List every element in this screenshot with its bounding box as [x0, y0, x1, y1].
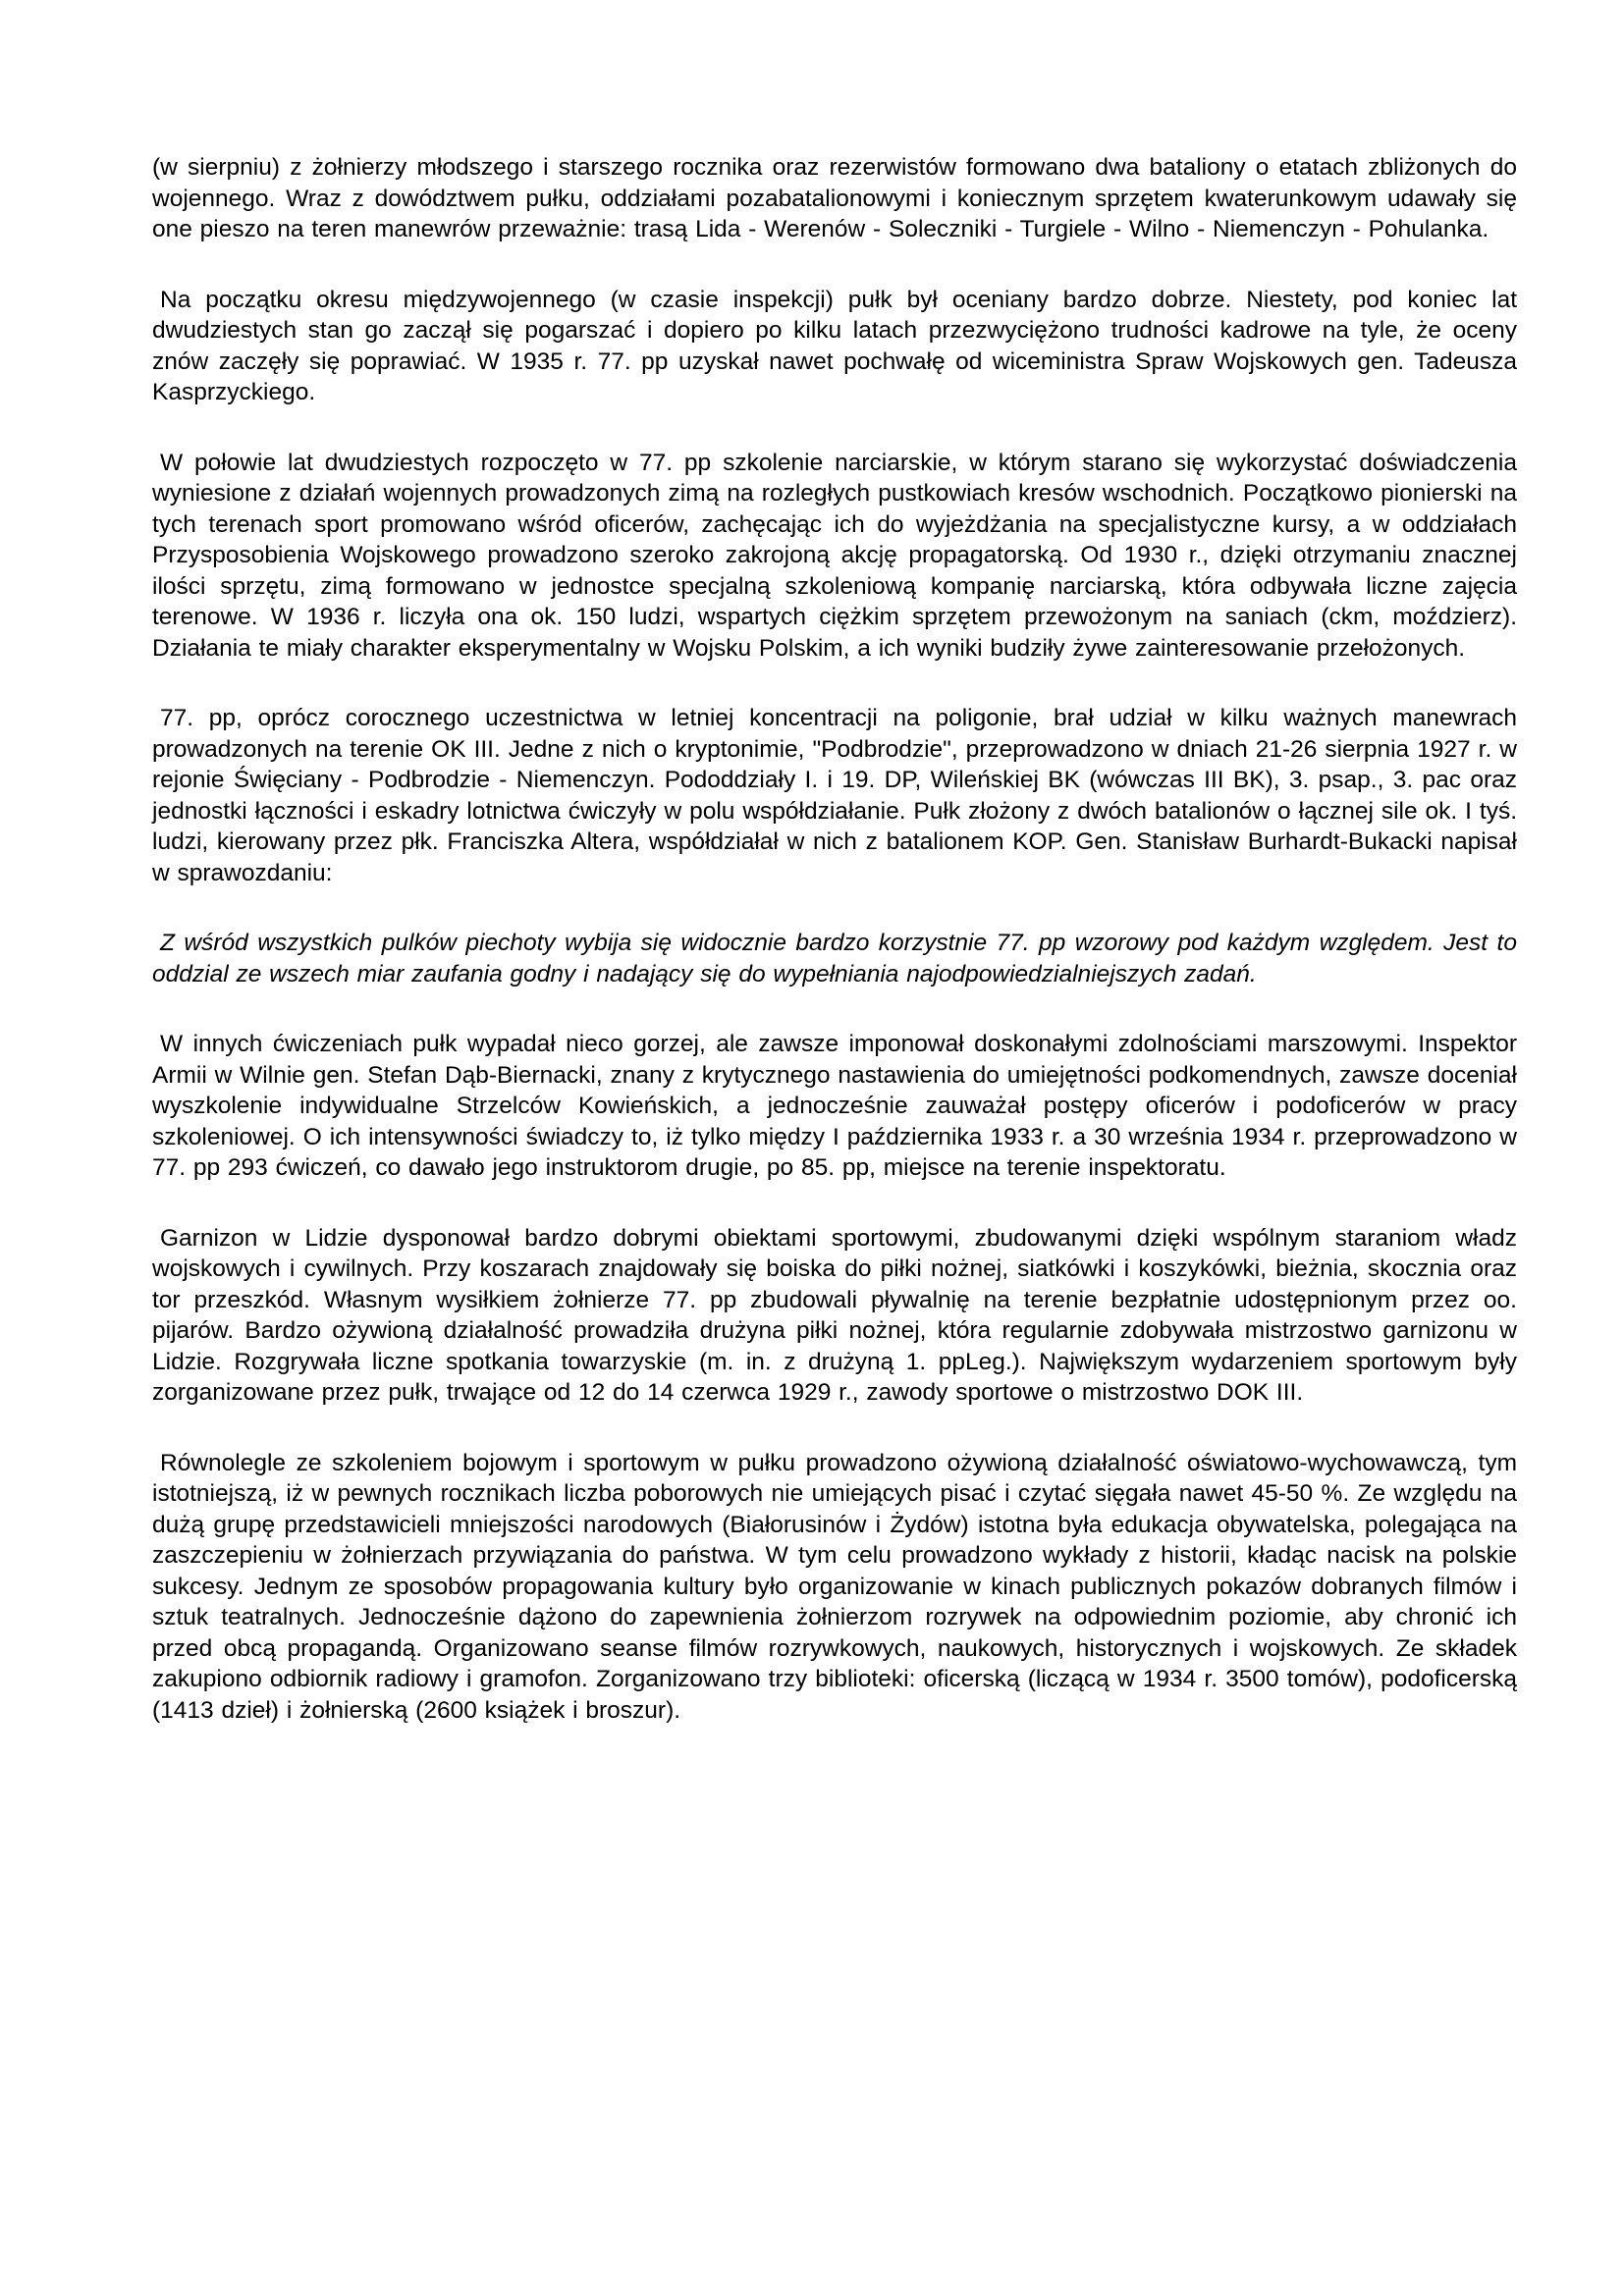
paragraph: (w sierpniu) z żołnierzy młodszego i starszego rocznika oraz rezerwistów formowano dwa bataliony o etatach zbliżonych do wojennego. Wraz z dowództwem pułku, oddziałami pozabatalionowymi i koniecznym sprzętem kwaterunkowym udawały się one pieszo na teren manewrów przeważnie: trasą Lida - Werenów - Soleczniki - Turgiele - Wilno - Niemenczyn - Pohulanka.: [152, 154, 1517, 242]
paragraph: W innych ćwiczeniach pułk wypadał nieco gorzej, ale zawsze imponował doskonałymi zdolnościami marszowymi. Inspektor Armii w Wilnie gen. Stefan Dąb-Biernacki, znany z krytycznego nastawienia do umiejętności podkomendnych, zawsze doceniał wyszkolenie indywidualne Strzelców Kowieńskich, a jednocześnie zauważał postępy oficerów i podoficerów w pracy szkoleniowej. O ich intensywności świadczy to, iż tylko między I października 1933 r. a 30 września 1934 r. przeprowadzono w 77. pp 293 ćwiczeń, co dawało jego instruktorom drugie, po 85. pp, miejsce na terenie inspektoratu.: [152, 1031, 1517, 1181]
paragraph: Garnizon w Lidzie dysponował bardzo dobrymi obiektami sportowymi, zbudowanymi dzięki wspólnym staraniom władz wojskowych i cywilnych. Przy koszarach znajdowały się boiska do piłki nożnej, siatkówki i koszykówki, bieżnia, skocznia oraz tor przeszkód. Własnym wysiłkiem żołnierze 77. pp zbudowali pływalnię na terenie bezpłatnie udostępnionym przez oo. pijarów. Bardzo ożywioną działalność prowadziła drużyna piłki nożnej, która regularnie zdobywała mistrzostwo garnizonu w Lidzie. Rozgrywała liczne spotkania towarzyskie (m. in. z drużyną 1. ppLeg.). Największym wydarzeniem sportowym były zorganizowane przez pułk, trwające od 12 do 14 czerwca 1929 r., zawody sportowe o mistrzostwo DOK III.: [152, 1224, 1517, 1406]
paragraph: W połowie lat dwudziestych rozpoczęto w 77. pp szkolenie narciarskie, w którym starano się wykorzystać doświadczenia wyniesione z działań wojennych prowadzonych zimą na rozległych pustkowiach kresów wschodnich. Początkowo pionierski na tych terenach sport promowano wśród oficerów, zachęcając ich do wyjeżdżania na specjalistyczne kursy, a w oddziałach Przysposobienia Wojskowego prowadzono szeroko zakrojoną akcję propagatorską. Od 1930 r., dzięki otrzymaniu znacznej ilości sprzętu, zimą formowano w jednostce specjalną szkoleniową kompanię narciarską, która odbywała liczne zajęcia terenowe. W 1936 r. liczyła ona ok. 150 ludzi, wspartych ciężkim sprzętem przewożonym na saniach (ckm, moździerz). Działania te miały charakter eksperymentalny w Wojsku Polskim, a ich wyniki budziły żywe zainteresowanie przełożonych.: [152, 449, 1517, 662]
paragraph: Równolegle ze szkoleniem bojowym i sportowym w pułku prowadzono ożywioną działalność oświatowo-wychowawczą, tym istotniejszą, iż w pewnych rocznikach liczba poborowych nie umiejących pisać i czytać sięgała nawet 45-50 %. Ze względu na dużą grupę przedstawicieli mniejszości narodowych (Białorusinów i Żydów) istotna była edukacja obywatelska, polegająca na zaszczepieniu w żołnierzach przywiązania do państwa. W tym celu prowadzono wykłady z historii, kładąc nacisk na polskie sukcesy. Jednym ze sposobów propagowania kultury było organizowanie w kinach publicznych pokazów dobranych filmów i sztuk teatralnych. Jednocześnie dążono do zapewnienia żołnierzom rozrywek na odpowiednim poziomie, aby chronić ich przed obcą propagandą. Organizowano seanse filmów rozrywkowych, naukowych, historycznych i wojskowych. Ze składek zakupiono odbiornik radiowy i gramofon. Zorganizowano trzy biblioteki: oficerską (liczącą w 1934 r. 3500 tomów), podoficerską (1413 dzieł) i żołnierską (2600 książek i broszur).: [152, 1449, 1517, 1724]
paragraph: 77. pp, oprócz corocznego uczestnictwa w letniej koncentracji na poligonie, brał udział w kilku ważnych manewrach prowadzonych na terenie OK III. Jedne z nich o kryptonimie, "Podbrodzie", przeprowadzono w dniach 21-26 sierpnia 1927 r. w rejonie Święciany - Podbrodzie - Niemenczyn. Pododdziały I. i 19. DP, Wileńskiej BK (wówczas III BK), 3. psap., 3. pac oraz jednostki łączności i eskadry lotnictwa ćwiczyły w polu współdziałanie. Pułk złożony z dwóch batalionów o łącznej sile ok. I tyś. ludzi, kierowany przez płk. Franciszka Altera, współdziałał w nich z batalionem KOP. Gen. Stanisław Burhardt-Bukacki napisał w sprawozdaniu:: [152, 705, 1517, 886]
quote-paragraph: Z wśród wszystkich pulków piechoty wybija się widocznie bardzo korzystnie 77. pp wzorowy pod każdym względem. Jest to oddzial ze wszech miar zaufania godny i nadający się do wypełniania najodpowiedzialniejszych zadań.: [152, 930, 1517, 988]
paragraph: Na początku okresu międzywojennego (w czasie inspekcji) pułk był oceniany bardzo dobrze. Niestety, pod koniec lat dwudziestych stan go zaczął się pogarszać i dopiero po kilku latach przezwyciężono trudności kadrowe na tyle, że oceny znów zaczęły się poprawiać. W 1935 r. 77. pp uzyskał nawet pochwałę od wiceministra Spraw Wojskowych gen. Tadeusza Kasprzyckiego.: [152, 286, 1517, 405]
